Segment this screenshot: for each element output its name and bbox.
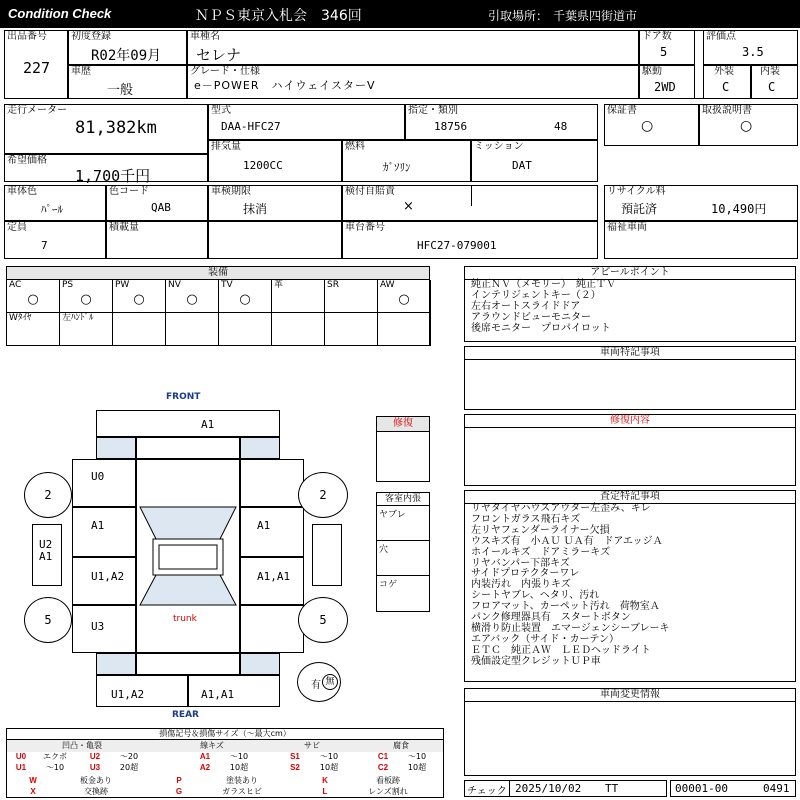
- pickup-label: 引取場所：: [488, 9, 549, 23]
- equipment-cell-SR: [325, 280, 378, 313]
- legend-text: エクボ: [43, 752, 67, 761]
- legend-code: K: [322, 776, 328, 785]
- tire-front-left: [24, 472, 72, 518]
- capacity-value: 7: [41, 239, 48, 252]
- header-bar: [0, 0, 800, 28]
- inspection-note-line: サイドプロテクターワレ: [471, 568, 580, 580]
- brand-title: Condition Check: [8, 6, 112, 21]
- legend-group-label: 腐食: [393, 741, 409, 750]
- legend-group-label: サビ: [304, 741, 320, 750]
- legend-text: 看板跡: [376, 776, 400, 785]
- special-notes-title: 車両特記事項: [465, 347, 795, 360]
- recycle-value: 10,490円: [711, 202, 767, 216]
- legend-text: 10超: [407, 763, 427, 772]
- warranty-label: 保証書: [607, 105, 637, 116]
- capacity-label: 定員: [7, 222, 27, 233]
- fuel-label: 燃料: [345, 141, 365, 152]
- legend-text: ～10: [319, 752, 339, 761]
- designation-label: 指定・類別: [408, 105, 458, 116]
- rear-bumper-left: [96, 675, 188, 707]
- interior-item-label: ヤブレ: [379, 510, 406, 520]
- left-side-panel: [32, 524, 62, 586]
- legend-code: A1: [199, 752, 211, 761]
- first-reg-value: R02年09月: [91, 48, 162, 64]
- equipment-cell-PS: [60, 280, 113, 313]
- interior-item-label: コゲ: [379, 580, 398, 590]
- doc-number: 00001-00: [675, 782, 728, 795]
- legend-code: U3: [89, 763, 101, 772]
- inspection-note-line: フロントガラス飛石キズ: [471, 513, 581, 525]
- doors-value: 5: [660, 45, 668, 59]
- model-value: DAA-HFC27: [221, 120, 281, 133]
- repair-box-title: 修復: [377, 417, 429, 432]
- equipment-cell-PW: [113, 280, 166, 313]
- odometer-cell: [4, 104, 208, 154]
- legend-code: G: [175, 787, 183, 796]
- equipment-value: ○: [80, 292, 92, 307]
- equipment-table: [6, 266, 430, 346]
- legend-text: ガラスヒビ: [222, 787, 262, 796]
- displacement-value: 1200CC: [243, 159, 283, 172]
- doc-seq: 0491: [763, 782, 790, 795]
- tire-front-left-value: 2: [44, 488, 52, 502]
- equipment-extra-label: Wﾀｲﾔ: [9, 313, 32, 323]
- inspection-notes-list: [471, 504, 669, 668]
- tire-front-right: [298, 472, 348, 518]
- front-left-corner: [96, 437, 136, 459]
- grade-cell: [187, 65, 639, 99]
- fuel-value: ｶﾞｿﾘﾝ: [383, 161, 411, 174]
- equipment-extra-cell: [378, 313, 431, 346]
- legend-code: U1: [15, 763, 27, 772]
- inspection-note-line: フロアマット、カーペット汚れ 荷物室Ａ: [471, 601, 660, 613]
- front-label: FRONT: [166, 392, 201, 402]
- equipment-extra-cell: [166, 313, 219, 346]
- repair-content-panel: [464, 414, 796, 486]
- capacity-cell: [4, 221, 106, 259]
- spare-has-label: 有: [311, 680, 321, 691]
- equipment-label: AC: [9, 280, 22, 290]
- inspection-label: 車検期限: [211, 186, 251, 197]
- spare-none-circle: [322, 674, 338, 690]
- color-cell: [4, 185, 106, 221]
- right-side-panel: [312, 524, 342, 586]
- tax-cell: [342, 185, 598, 221]
- appeal-title: アピールポイント: [465, 267, 795, 280]
- equipment-cell-TV: [219, 280, 272, 313]
- legend-code: S2: [290, 763, 300, 772]
- appeal-line: 純正ＮＶ（メモリー） 純正ＴＶ: [471, 279, 616, 290]
- rear-right-corner: [240, 653, 280, 675]
- left-front-door: [72, 507, 136, 557]
- equipment-label: AW: [380, 280, 395, 290]
- legend-code: X: [30, 787, 36, 796]
- legend-row-d: [7, 786, 443, 798]
- legend-code: U0: [15, 752, 27, 761]
- change-info-title: 車両変更情報: [465, 689, 795, 702]
- load-label: 積載量: [109, 222, 139, 233]
- equipment-extra-cell: [60, 313, 113, 346]
- rear-bumper-right: [188, 675, 280, 707]
- footer-divider: [509, 781, 510, 797]
- car-name-value: セレナ: [196, 46, 242, 64]
- special-notes-panel: [464, 346, 796, 410]
- legend-code: C1: [377, 752, 389, 761]
- front-bumper-mark: A1: [201, 418, 215, 431]
- tire-rear-left: [24, 597, 72, 643]
- exterior-label: 外装: [714, 66, 734, 77]
- appeal-line: アラウンドビューモニター: [471, 311, 591, 323]
- equipment-cell-AC: [7, 280, 60, 313]
- lot-number: 227: [23, 59, 51, 77]
- right-quarter: [240, 605, 304, 653]
- auction-title: ＮＰＳ東京入札会 346回: [195, 8, 362, 24]
- drive-value: 2WD: [654, 80, 676, 94]
- color-code-label: 色コード: [109, 186, 149, 197]
- trunk-label: trunk: [173, 614, 197, 624]
- first-reg-label: 初度登録: [71, 31, 111, 42]
- footer-doc: [670, 780, 796, 797]
- mission-value: DAT: [512, 159, 532, 172]
- mission-label: ミッション: [474, 141, 524, 152]
- legend-group-label: 線キズ: [200, 741, 224, 750]
- repair-content-title: 修復内容: [465, 415, 795, 428]
- equipment-extra-cell: [272, 313, 325, 346]
- recycle-cell: [604, 185, 798, 221]
- inspection-note-line: エアバック（サイド・カーテン）: [471, 633, 619, 645]
- designation-value: 18756: [434, 120, 468, 133]
- car-name-label: 車種名: [190, 31, 220, 42]
- tailgate: [136, 653, 240, 675]
- drive-cell: [639, 65, 695, 99]
- equipment-cell-NV: [166, 280, 219, 313]
- front-right-corner: [240, 437, 280, 459]
- interior-box: [376, 492, 430, 612]
- pickup-place: 千葉県四街道市: [553, 9, 638, 23]
- drive-label: 駆動: [642, 66, 662, 77]
- welfare-label: 福祉車両: [607, 222, 647, 233]
- legend-code: W: [29, 776, 37, 785]
- blank-cell: [208, 221, 342, 259]
- manual-value: ○: [740, 118, 753, 134]
- chassis-cell: [342, 221, 598, 259]
- check-date: 2025/10/02: [515, 782, 582, 795]
- legend-code: A2: [199, 763, 211, 772]
- price-cell: [4, 154, 208, 185]
- legend-title: 損傷記号＆損傷サイズ（～最大cm）: [7, 729, 443, 740]
- warranty-value: ○: [641, 118, 654, 134]
- interior-value: C: [768, 80, 776, 94]
- tire-rear-right-value: 5: [319, 613, 327, 627]
- legend-text: 10超: [319, 763, 339, 772]
- right-rear-door: [240, 557, 304, 605]
- equipment-extra-cell: [325, 313, 378, 346]
- odometer-label: 走行メーター: [7, 105, 67, 116]
- appeal-line: インテリジェントキー（２）: [471, 289, 601, 301]
- warranty-cell: [604, 104, 699, 146]
- equipment-value: ○: [239, 292, 251, 307]
- appeal-list: [471, 280, 616, 335]
- model-label: 型式: [211, 105, 231, 116]
- displacement-label: 排気量: [211, 141, 241, 152]
- appeal-line: 左右オートスライドドア: [471, 300, 581, 312]
- history-value: 一般: [107, 83, 134, 98]
- inspection-notes-title: 査定特記事項: [465, 491, 795, 504]
- legend-text: 10超: [229, 763, 249, 772]
- grade-value: e－POWER ハイウェイスターV: [194, 79, 376, 92]
- recycle-status: 預託済: [621, 202, 658, 216]
- left-fender: [72, 459, 136, 507]
- price-label: 希望価格: [7, 155, 47, 166]
- legend-text: ～10: [45, 763, 65, 772]
- manual-label: 取扱説明書: [702, 105, 752, 116]
- spare-tire: [297, 662, 341, 702]
- history-label: 車歴: [71, 66, 91, 77]
- rear-bumper-right-mark: A1,A1: [201, 688, 235, 701]
- inspection-note-line: ＥＴＣ 純正ＡＷ ＬＥＤヘッドライト: [471, 644, 651, 656]
- lot-label: 出品番号: [7, 31, 47, 42]
- equipment-label: TV: [221, 280, 233, 290]
- tire-rear-right: [298, 597, 348, 643]
- legend-code: U2: [89, 752, 101, 761]
- color-code-value: QAB: [151, 201, 171, 214]
- doors-cell: [639, 30, 695, 65]
- legend-code: C2: [377, 763, 389, 772]
- rear-left-corner: [96, 653, 136, 675]
- tire-rear-left-value: 5: [44, 613, 52, 627]
- inspection-note-line: ホイールキズ ドアミラーキズ: [471, 546, 611, 558]
- equipment-extra-cell: [7, 313, 60, 346]
- legend-code: S1: [290, 752, 300, 761]
- equipment-label: PS: [62, 280, 74, 290]
- tire-front-right-value: 2: [319, 488, 327, 502]
- color-code-cell: [106, 185, 208, 221]
- category-value: 48: [554, 120, 568, 133]
- equipment-extra-label: 左ﾊﾝﾄﾞﾙ: [62, 313, 94, 323]
- interior-item: [377, 541, 429, 576]
- equipment-title: 装備: [7, 267, 429, 280]
- inspection-note-line: 残価設定型クレジットＵＰ車: [471, 655, 601, 667]
- hood: [136, 437, 240, 459]
- equipment-value: ○: [186, 292, 198, 307]
- right-fender: [240, 459, 304, 507]
- legend-text: 20超: [119, 763, 139, 772]
- equipment-cell-革: [272, 280, 325, 313]
- doors-label: ドア数: [642, 31, 672, 42]
- legend-code: P: [176, 776, 182, 785]
- left-fender-mark: U0: [91, 470, 105, 483]
- interior-title: 客室内張: [377, 493, 429, 506]
- inspection-note-line: リヤバンパー下部キズ: [471, 557, 570, 569]
- equipment-label: NV: [168, 280, 181, 290]
- manual-cell: [699, 104, 798, 146]
- legend-text: ～10: [229, 752, 249, 761]
- equipment-extra-cell: [219, 313, 272, 346]
- price-value: 1,700千円: [75, 167, 151, 185]
- score-label: 評価点: [706, 31, 736, 42]
- inspection-note-line: パンク修理器具有 スタートボタン: [471, 612, 631, 624]
- exterior-value: C: [722, 80, 730, 94]
- right-front-door: [240, 507, 304, 557]
- spare-none-label: 無: [325, 677, 335, 687]
- left-side-mark: U2 A1: [39, 538, 53, 563]
- designation-cell: [405, 104, 598, 140]
- legend-text: 交換跡: [84, 787, 108, 796]
- color-label: 車体色: [7, 186, 37, 197]
- equipment-label: 革: [274, 280, 284, 290]
- legend-text: レンズ割れ: [368, 787, 408, 796]
- equipment-cell-AW: [378, 280, 431, 313]
- legend-text: ～20: [119, 752, 139, 761]
- inspection-note-line: シートヤブレ、ヘタリ、汚れ: [471, 590, 600, 602]
- inspection-cell: [208, 185, 342, 221]
- legend-row-b: [7, 762, 443, 774]
- left-rear-door: [72, 557, 136, 605]
- tax-divider: [471, 186, 472, 206]
- load-cell: [106, 221, 208, 259]
- change-info-panel: [464, 688, 796, 776]
- chassis-value: HFC27-079001: [417, 239, 497, 252]
- footer-check: [464, 780, 667, 797]
- equipment-label: PW: [115, 280, 130, 290]
- interior-label: 内装: [760, 66, 780, 77]
- interior-cell: [751, 65, 798, 99]
- rear-bumper-left-mark: U1,A2: [111, 688, 145, 701]
- legend-text: 塗装あり: [226, 776, 258, 785]
- legend-code: L: [322, 787, 328, 796]
- lot-cell: [4, 30, 68, 99]
- repair-box: [376, 416, 430, 482]
- legend-group-label: 凹凸・亀裂: [62, 741, 102, 750]
- interior-item: [377, 506, 429, 541]
- equipment-value: ○: [133, 292, 145, 307]
- cabin-glass: [136, 505, 240, 609]
- interior-item-label: 穴: [379, 545, 389, 555]
- check-label: チェック: [467, 786, 507, 797]
- interior-item: [377, 576, 429, 611]
- inspection-note-line: 横滑り防止装置 エマージェンシーブレーキ: [471, 622, 670, 634]
- history-cell: [68, 65, 187, 99]
- first-reg-cell: [68, 30, 187, 65]
- tax-label: 検付自賠責: [345, 186, 395, 197]
- chassis-label: 車台番号: [345, 222, 385, 233]
- damage-legend: [6, 728, 444, 798]
- model-cell: [208, 104, 405, 140]
- displacement-cell: [208, 140, 342, 182]
- color-value: ﾊﾟｰﾙ: [41, 203, 63, 216]
- equipment-extra-cell: [113, 313, 166, 346]
- equipment-value: ○: [27, 292, 39, 307]
- inspection-value: 抹消: [243, 202, 268, 216]
- legend-text: 板金あり: [80, 776, 112, 785]
- front-bumper: [96, 410, 280, 437]
- grade-label: グレード・仕様: [190, 66, 260, 77]
- left-rear-door-mark: U1,A2: [91, 570, 125, 583]
- equipment-label: SR: [327, 280, 339, 290]
- right-rear-door-mark: A1,A1: [257, 570, 291, 583]
- welfare-cell: [604, 221, 798, 259]
- inspection-note-line: 左リヤフェンダーライナー欠損: [471, 524, 610, 536]
- appeal-panel: [464, 266, 796, 342]
- inspection-note-line: 内装汚れ 内張りキズ: [471, 579, 571, 591]
- checker: TT: [605, 782, 619, 795]
- left-front-door-mark: A1: [91, 519, 105, 532]
- inspection-note-line: ウスキズ有 小ＡＵ ＵＡ有 ドアエッジＡ: [471, 535, 663, 547]
- inspection-note-line: リヤタイヤハウスアウター左歪み、キレ: [471, 503, 651, 514]
- mission-cell: [471, 140, 598, 182]
- equipment-value: ○: [398, 292, 410, 307]
- score-cell: [703, 30, 798, 65]
- left-quarter-mark: U3: [91, 620, 105, 633]
- legend-text: ～10: [407, 752, 427, 761]
- car-name-cell: [187, 30, 639, 65]
- score-value: 3.5: [742, 45, 764, 59]
- appeal-line: 後席モニター プロパイロット: [471, 322, 611, 334]
- inspection-notes-panel: [464, 490, 796, 682]
- recycle-label: リサイクル料: [607, 186, 666, 197]
- odometer-value: 81,382km: [75, 118, 157, 138]
- right-front-door-mark: A1: [257, 519, 271, 532]
- exterior-cell: [703, 65, 751, 99]
- tax-value: ×: [403, 199, 414, 214]
- fuel-cell: [342, 140, 471, 182]
- left-quarter: [72, 605, 136, 653]
- rear-label: REAR: [172, 710, 199, 720]
